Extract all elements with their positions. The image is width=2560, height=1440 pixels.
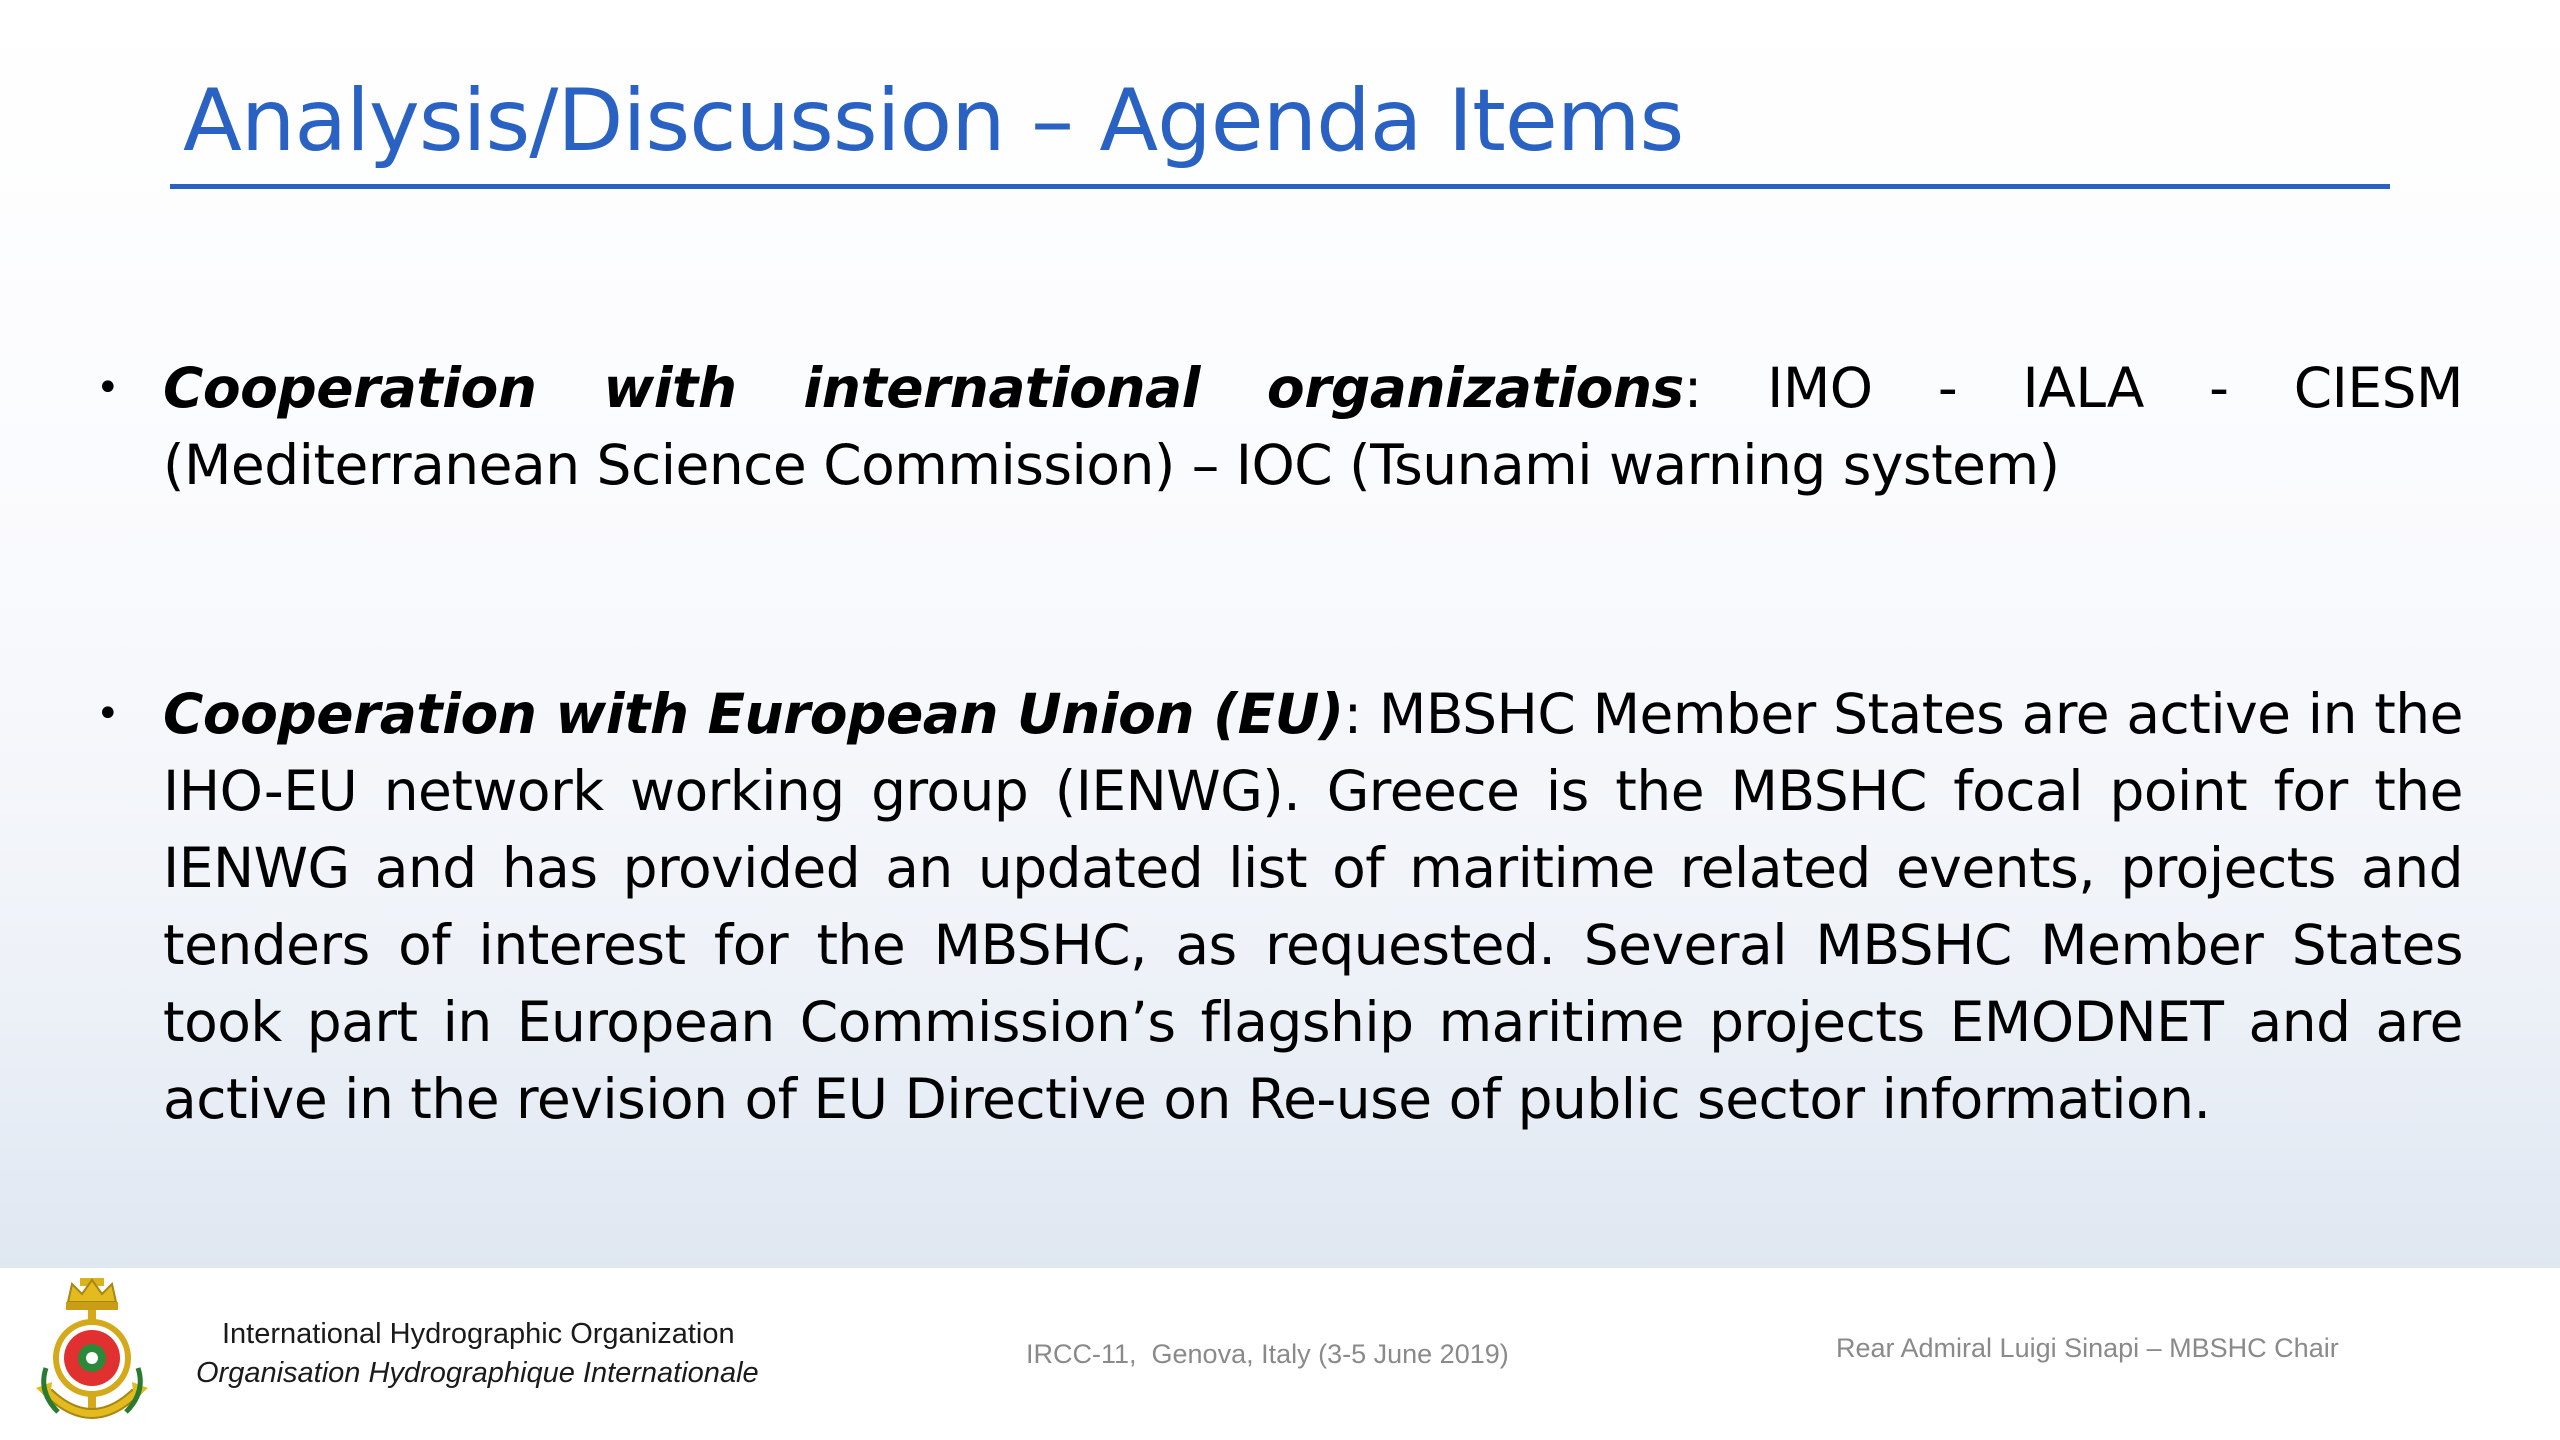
organization-name-french: Organisation Hydrographique Internationale: [196, 1357, 759, 1389]
bullet-text: : IMO - IALA - CIESM (Mediterranean Science Commission) – IOC (Tsunami warning system): [163, 356, 2463, 497]
bullet-heading: Cooperation with international organizations: [163, 356, 1684, 420]
bullet-text: : MBSHC Member States are active in the IHO-EU network working group (IENWG). Greece is the MBSHC focal point for the IENWG and has provided an updated list of maritime related events, projects and tenders of interest for the MBSHC, as requested. Several MBSHC Member States took part in European Commission’s flagship maritime projects EMODNET and are active in the revision of EU Directive on Re-use of public sector information.: [163, 682, 2464, 1131]
iho-emblem-icon: [28, 1272, 156, 1436]
presenter-info: Rear Admiral Luigi Sinapi – MBSHC Chair: [1836, 1333, 2339, 1363]
bullet-marker: •: [96, 691, 120, 737]
bullet-international-orgs: [96, 350, 2463, 504]
title-underline: [170, 184, 2390, 189]
organization-name-english: International Hydrographic Organization: [222, 1318, 735, 1350]
bullet-marker: •: [96, 365, 120, 411]
slide-title: Analysis/Discussion – Agenda Items: [183, 71, 1684, 171]
bullet-heading: Cooperation with European Union (EU): [163, 682, 1344, 746]
event-info: IRCC-11, Genova, Italy (3-5 June 2019): [1026, 1339, 1509, 1369]
bullet-european-union: [96, 676, 2464, 1138]
